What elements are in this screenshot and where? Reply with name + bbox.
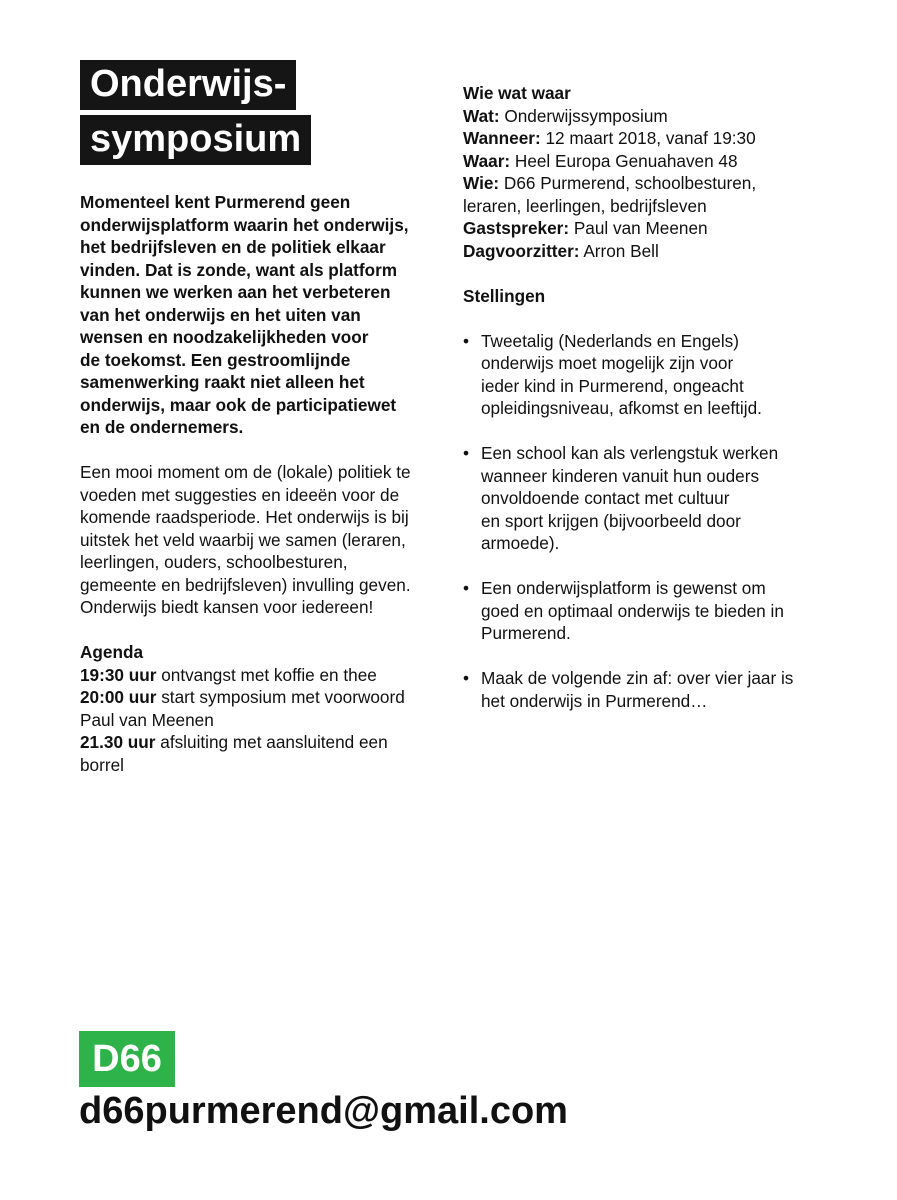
info-row-wat [463,105,863,128]
body-paragraph [80,461,440,619]
body-line: komende raadsperiode. Het onderwijs is bij [80,507,409,527]
intro-paragraph [80,191,440,439]
info-row-waar [463,150,863,173]
body-line: Onderwijs biedt kansen voor iedereen! [80,597,374,617]
title-line-1: Onderwijs- [80,60,296,110]
info-heading: Wie wat waar [463,83,571,103]
intro-line: onderwijsplatform waarin het onderwijs, [80,214,409,235]
intro-line: Momenteel kent Purmerend geen [80,192,351,212]
agenda-item-continued: Paul van Meenen [80,709,214,730]
info-row-gastspreker [463,217,863,240]
list-item-line: onderwijs moet mogelijk zijn voor [481,353,734,373]
list-item-line: Tweetalig (Nederlands en Engels) [481,330,739,351]
body-line: Een mooi moment om de (lokale) politiek te [80,462,411,482]
list-item-line: Een onderwijsplatform is gewenst om [481,578,766,598]
intro-line: en de ondernemers. [80,417,244,437]
list-item [463,442,863,555]
list-item-line: armoede). [481,533,560,553]
intro-line: onderwijs, maar ook de participatiewet [80,394,397,415]
contact-email[interactable]: d66purmerend@gmail.com [79,1090,568,1132]
info-row-wie [463,172,863,195]
intro-line: samenwerking raakt niet alleen het [80,372,365,392]
intro-line: kunnen we werken aan het verbeteren [80,282,391,302]
info-label: Wie: [463,173,500,193]
agenda-text: afsluiting met aansluitend een [155,732,388,752]
info-value: Heel Europa Genuahaven 48 [510,150,738,171]
stellingen-heading: Stellingen [463,285,546,306]
info-value: Arron Bell [579,240,659,261]
info-section [463,82,863,262]
info-label: Dagvoorzitter: [463,240,580,261]
list-item-line: onvoldoende contact met cultuur [481,488,730,508]
bullet-icon: • [463,578,470,598]
agenda-item [80,664,440,687]
bullet-icon: • [463,330,470,351]
body-line: uitstek het veld waarbij we samen (leraren, [80,529,406,550]
info-row-wanneer [463,127,863,150]
list-item-line: goed en optimaal onderwijs te bieden in [481,600,784,621]
body-line: leerlingen, ouders, schoolbesturen, [80,552,348,572]
list-item-line: het onderwijs in Purmerend… [481,690,708,711]
info-value: Paul van Meenen [569,218,708,238]
list-item [463,577,863,645]
agenda-heading: Agenda [80,642,144,662]
info-value: Onderwijssymposium [499,105,668,126]
info-value: D66 Purmerend, schoolbesturen, [499,173,757,193]
list-item-line: en sport krijgen (bijvoorbeeld door [481,510,741,531]
agenda-text: ontvangst met koffie en thee [156,664,377,685]
info-value: 12 maart 2018, vanaf 19:30 [540,128,756,148]
list-item-line: Purmerend. [481,623,571,643]
list-item-line: wanneer kinderen vanuit hun ouders [481,465,760,486]
stellingen-section [463,285,863,713]
agenda-time: 21.30 uur [80,732,156,752]
d66-logo: D66 [79,1031,175,1087]
body-line: gemeente en bedrijfsleven) invulling geven. [80,574,411,595]
title-line-2: symposium [80,115,311,165]
bullet-icon: • [463,668,470,688]
intro-line: de toekomst. Een gestroomlijnde [80,349,351,370]
list-item-line: Een school kan als verlengstuk werken [481,443,779,463]
list-item-line: Maak de volgende zin af: over vier jaar is [481,668,794,688]
info-label: Waar: [463,150,511,171]
intro-line: vinden. Dat is zonde, want als platform [80,259,398,280]
agenda-item [80,686,440,709]
info-label: Gastspreker: [463,218,570,238]
stellingen-list [463,330,863,713]
agenda-item-continued: borrel [80,754,124,775]
info-label: Wanneer: [463,128,541,148]
intro-line: van het onderwijs en het uiten van [80,304,361,325]
list-item [463,667,863,712]
agenda-time: 20:00 uur [80,687,157,707]
agenda-time: 19:30 uur [80,664,157,685]
list-item [463,330,863,420]
info-row-dagvoorzitter [463,240,863,263]
list-item-line: opleidingsniveau, afkomst en leeftijd. [481,398,762,418]
left-column [80,191,440,776]
info-label: Wat: [463,105,500,126]
info-row-wie-continued: leraren, leerlingen, bedrijfsleven [463,195,707,216]
agenda-text: start symposium met voorwoord [156,687,405,707]
intro-line: het bedrijfsleven en de politiek elkaar [80,237,386,257]
list-item-line: ieder kind in Purmerend, ongeacht [481,375,744,396]
body-line: voeden met suggesties en ideeën voor de [80,484,400,505]
intro-line: wensen en noodzakelijkheden voor [80,327,369,347]
right-column [463,82,863,735]
agenda-item [80,731,440,754]
bullet-icon: • [463,443,470,463]
agenda-section [80,641,440,776]
